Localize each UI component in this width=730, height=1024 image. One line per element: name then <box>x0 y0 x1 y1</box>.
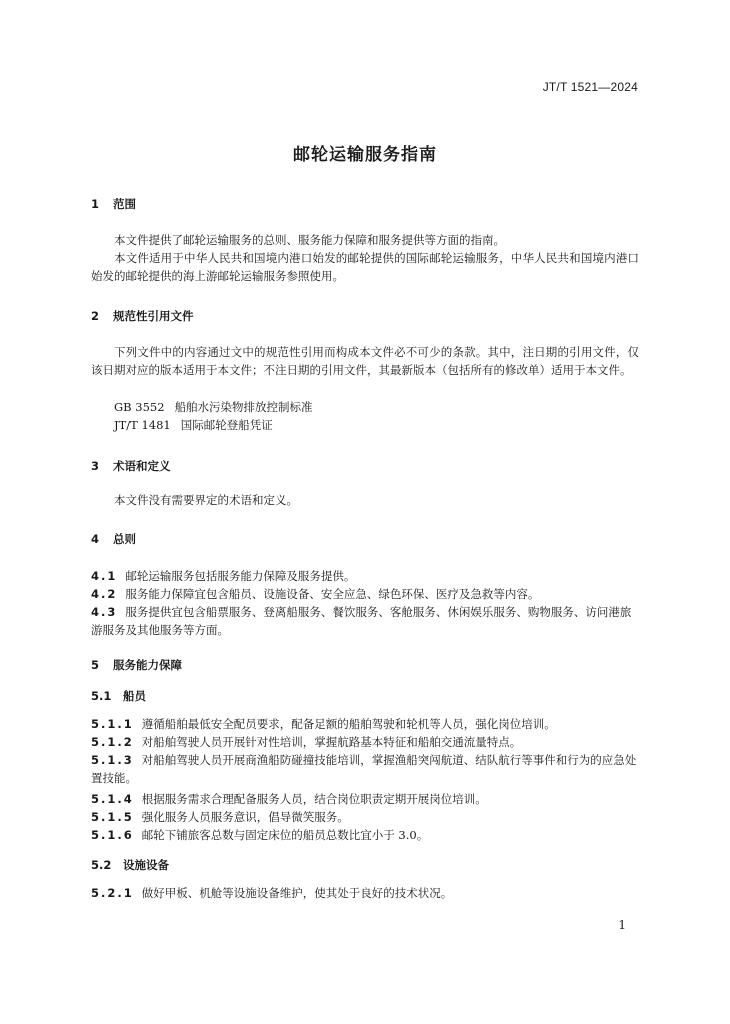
section-number: 1 <box>91 197 100 211</box>
clause-number: 5.1.1 <box>91 717 134 731</box>
clause-number: 5.1.3 <box>91 753 134 767</box>
subsection-number: 5.2 <box>91 858 112 872</box>
clause-number: 5.1.6 <box>91 828 134 842</box>
clause-item <box>91 733 639 751</box>
clause-number: 4.3 <box>91 605 118 619</box>
section-number: 2 <box>91 309 100 323</box>
paragraph: 本文件提供了邮轮运输服务的总则、服务能力保障和服务提供等方面的指南。 <box>114 233 505 247</box>
section-title: 规范性引用文件 <box>113 309 194 323</box>
clause-number: 5.2.1 <box>91 886 134 900</box>
clause-text: 做好甲板、机舱等设施设备维护，使其处于良好的技术状况。 <box>141 886 453 900</box>
clause-text: 对船舶驾驶人员开展针对性培训，掌握航路基本特征和船舶交通流量特点。 <box>141 735 522 749</box>
section-heading-normative-references <box>91 308 194 324</box>
clause-text: 服务提供宜包含船票服务、登离船服务、餐饮服务、客舱服务、休闲娱乐服务、购物服务、访问港旅游服务及其他服务等方面。 <box>91 605 632 637</box>
section-title: 术语和定义 <box>113 459 171 473</box>
subsection-heading-facilities <box>91 857 169 873</box>
clause-number: 5.1.4 <box>91 792 134 806</box>
clause-number: 4.1 <box>91 569 118 583</box>
clause-item <box>91 603 639 639</box>
clause-number: 5.1.5 <box>91 810 134 824</box>
clause-text: 强化服务人员服务意识，倡导微笑服务。 <box>141 810 349 824</box>
clause-text: 邮轮下铺旅客总数与固定床位的船员总数比宜小于 3.0。 <box>141 828 429 842</box>
clause-text: 对船舶驾驶人员开展商渔船防碰撞技能培训，掌握渔船突闯航道、结队航行等事件和行为的应急处置技能。 <box>91 753 637 785</box>
reference-item <box>114 416 273 434</box>
clause-item <box>91 751 639 787</box>
subsection-number: 5.1 <box>91 689 112 703</box>
page-title: 邮轮运输服务指南 <box>293 145 437 165</box>
reference-title: 船舶水污染物排放控制标准 <box>174 400 313 414</box>
section-number: 4 <box>91 532 100 546</box>
section-title: 范围 <box>113 197 136 211</box>
clause-text: 遵循船舶最低安全配员要求，配备足额的船舶驾驶和轮机等人员，强化岗位培训。 <box>141 717 556 731</box>
clause-number: 5.1.2 <box>91 735 134 749</box>
clause-item <box>91 715 639 733</box>
section-number: 3 <box>91 459 100 473</box>
paragraph: 本文件没有需要界定的术语和定义。 <box>114 493 298 507</box>
page-number: 1 <box>618 918 626 932</box>
reference-code: JT/T 1481 <box>114 418 171 432</box>
clause-item <box>91 790 639 808</box>
subsection-title: 设施设备 <box>123 858 169 872</box>
section-number: 5 <box>91 658 100 672</box>
paragraph: 下列文件中的内容通过文中的规范性引用而构成本文件必不可少的条款。其中，注日期的引用文件，仅该日期对应的版本适用于本文件；不注日期的引用文件，其最新版本（包括所有的修改单）适用于本文件。 <box>91 345 639 377</box>
reference-code: GB 3552 <box>114 400 165 414</box>
clause-item <box>91 585 639 603</box>
standard-code: JT/T 1521—2024 <box>542 80 638 94</box>
clause-text: 邮轮运输服务包括服务能力保障及服务提供。 <box>125 569 356 583</box>
section-heading-scope <box>91 196 136 212</box>
clause-text: 服务能力保障宜包含船员、设施设备、安全应急、绿色环保、医疗及急救等内容。 <box>125 587 540 601</box>
subsection-heading-crew <box>91 688 146 704</box>
section-title: 总则 <box>113 532 136 546</box>
clause-number: 4.2 <box>91 587 118 601</box>
clause-text: 根据服务需求合理配备服务人员，结合岗位职责定期开展岗位培训。 <box>141 792 487 806</box>
reference-title: 国际邮轮登船凭证 <box>180 418 273 432</box>
section-heading-terms <box>91 458 171 474</box>
clause-item <box>91 826 639 844</box>
clause-item <box>91 808 639 826</box>
paragraph: 本文件适用于中华人民共和国境内港口始发的邮轮提供的国际邮轮运输服务，中华人民共和国境内港口始发的邮轮提供的海上游邮轮运输服务参照使用。 <box>91 251 639 283</box>
subsection-title: 船员 <box>123 689 146 703</box>
section-heading-general <box>91 531 136 547</box>
section-title: 服务能力保障 <box>113 658 182 672</box>
section-heading-service-capability <box>91 657 182 673</box>
clause-item <box>91 567 639 585</box>
reference-item <box>114 398 313 416</box>
clause-item <box>91 884 639 902</box>
